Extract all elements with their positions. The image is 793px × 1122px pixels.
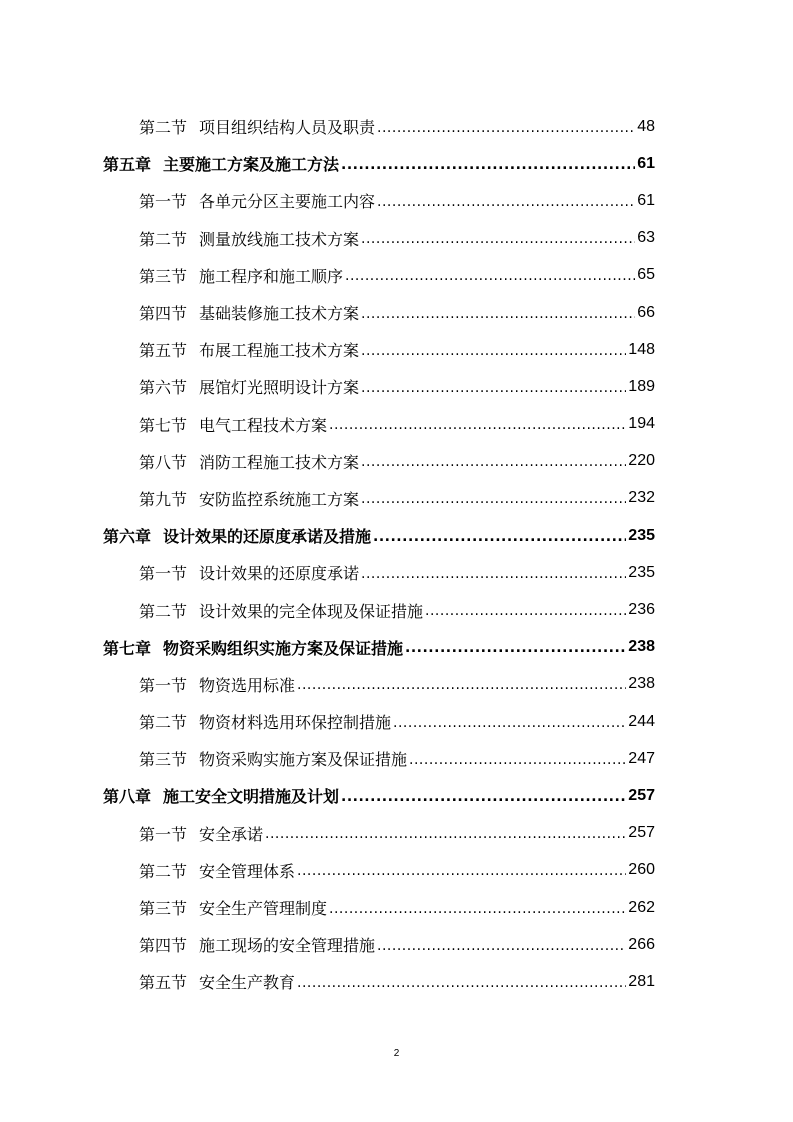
toc-entry-number: 第一节 <box>139 564 188 584</box>
dot-leader <box>377 118 635 136</box>
dot-leader <box>297 973 626 991</box>
toc-chapter-row <box>0 145 793 182</box>
toc-chapter-row <box>0 777 793 814</box>
dot-leader <box>377 192 635 210</box>
table-of-contents <box>0 108 793 1001</box>
dot-leader <box>393 713 626 731</box>
toc-section-row <box>0 331 793 368</box>
dot-leader <box>361 452 626 470</box>
dot-leader <box>341 787 626 805</box>
toc-entry-page: 257 <box>628 824 655 842</box>
toc-entry-title: 安全管理体系 <box>199 861 296 881</box>
dot-leader <box>297 675 626 693</box>
toc-entry-page: 236 <box>628 601 655 619</box>
dot-leader <box>361 489 626 507</box>
toc-entry-title: 施工现场的安全管理措施 <box>199 936 376 956</box>
toc-entry-page: 238 <box>628 638 655 656</box>
toc-entry-page: 260 <box>628 861 655 879</box>
toc-entry-title: 物资采购组织实施方案及保证措施 <box>163 638 404 658</box>
toc-chapter-row <box>0 517 793 554</box>
toc-entry-number: 第三节 <box>139 899 188 919</box>
toc-entry-page: 61 <box>637 154 655 172</box>
toc-entry[interactable] <box>139 443 655 480</box>
toc-entry[interactable] <box>103 629 655 666</box>
toc-entry-page: 189 <box>628 377 655 395</box>
toc-section-row <box>0 182 793 219</box>
toc-entry[interactable] <box>139 740 655 777</box>
toc-section-row <box>0 368 793 405</box>
toc-section-row <box>0 220 793 257</box>
toc-entry[interactable] <box>139 108 655 145</box>
toc-section-row <box>0 257 793 294</box>
toc-section-row <box>0 666 793 703</box>
toc-section-row <box>0 294 793 331</box>
toc-entry-page: 48 <box>637 117 655 135</box>
toc-section-row <box>0 815 793 852</box>
toc-entry-title: 设计效果的完全体现及保证措施 <box>199 601 424 621</box>
dot-leader <box>341 155 635 173</box>
toc-entry-title: 电气工程技术方案 <box>199 415 328 435</box>
toc-entry-title: 物资材料选用环保控制措施 <box>199 713 392 733</box>
dot-leader <box>409 750 626 768</box>
toc-entry[interactable] <box>139 963 655 1000</box>
toc-entry-number: 第四节 <box>139 304 188 324</box>
toc-entry-title: 主要施工方案及施工方法 <box>163 155 340 175</box>
toc-entry[interactable] <box>139 703 655 740</box>
toc-entry-number: 第一节 <box>139 824 188 844</box>
toc-entry-page: 247 <box>628 749 655 767</box>
toc-entry-number: 第三节 <box>139 750 188 770</box>
toc-entry-number: 第四节 <box>139 936 188 956</box>
toc-section-row <box>0 963 793 1000</box>
toc-section-row <box>0 480 793 517</box>
toc-chapter-row <box>0 629 793 666</box>
toc-entry-page: 66 <box>637 303 655 321</box>
toc-entry-page: 266 <box>628 935 655 953</box>
toc-entry-page: 238 <box>628 675 655 693</box>
dot-leader <box>297 861 626 879</box>
toc-entry-title: 项目组织结构人员及职责 <box>199 118 376 138</box>
dot-leader <box>377 936 626 954</box>
dot-leader <box>329 415 626 433</box>
toc-section-row <box>0 852 793 889</box>
toc-entry[interactable] <box>139 368 655 405</box>
toc-entry-page: 194 <box>628 415 655 433</box>
toc-entry[interactable] <box>139 815 655 852</box>
toc-entry-number: 第九节 <box>139 489 188 509</box>
toc-entry-title: 测量放线施工技术方案 <box>199 229 360 249</box>
toc-entry-number: 第七章 <box>103 638 152 658</box>
toc-entry-page: 63 <box>637 229 655 247</box>
toc-entry-title: 布展工程施工技术方案 <box>199 341 360 361</box>
toc-entry-title: 设计效果的还原度承诺及措施 <box>163 527 372 547</box>
toc-entry-page: 257 <box>628 786 655 804</box>
toc-entry-number: 第六节 <box>139 378 188 398</box>
toc-section-row <box>0 889 793 926</box>
toc-entry-title: 安全生产管理制度 <box>199 899 328 919</box>
toc-entry-page: 61 <box>637 191 655 209</box>
toc-entry[interactable] <box>139 257 655 294</box>
toc-entry-page: 235 <box>628 526 655 544</box>
toc-entry-title: 安全承诺 <box>199 824 264 844</box>
toc-section-row <box>0 554 793 591</box>
toc-entry[interactable] <box>139 331 655 368</box>
toc-entry[interactable] <box>139 926 655 963</box>
toc-entry-page: 235 <box>628 563 655 581</box>
toc-entry[interactable] <box>139 480 655 517</box>
toc-entry-title: 安防监控系统施工方案 <box>199 489 360 509</box>
toc-entry-number: 第五节 <box>139 341 188 361</box>
toc-entry-number: 第六章 <box>103 527 152 547</box>
toc-entry[interactable] <box>139 294 655 331</box>
toc-entry-page: 281 <box>628 972 655 990</box>
toc-entry-number: 第二节 <box>139 118 188 138</box>
dot-leader <box>361 341 626 359</box>
toc-entry-title: 物资选用标准 <box>199 675 296 695</box>
toc-entry[interactable] <box>103 145 655 182</box>
dot-leader <box>361 564 626 582</box>
toc-entry[interactable] <box>103 517 655 554</box>
toc-entry-number: 第八章 <box>103 787 152 807</box>
toc-entry[interactable] <box>139 666 655 703</box>
toc-entry-title: 物资采购实施方案及保证措施 <box>199 750 408 770</box>
toc-entry[interactable] <box>139 852 655 889</box>
toc-entry-number: 第八节 <box>139 452 188 472</box>
toc-entry-number: 第五章 <box>103 155 152 175</box>
toc-section-row <box>0 591 793 628</box>
dot-leader <box>405 638 626 656</box>
toc-entry-number: 第二节 <box>139 229 188 249</box>
dot-leader <box>329 899 626 917</box>
toc-entry-page: 244 <box>628 712 655 730</box>
dot-leader <box>265 824 626 842</box>
dot-leader <box>361 378 626 396</box>
toc-entry-number: 第三节 <box>139 266 188 286</box>
toc-entry-number: 第二节 <box>139 601 188 621</box>
toc-section-row <box>0 926 793 963</box>
toc-entry-page: 232 <box>628 489 655 507</box>
page-number: 2 <box>393 1048 400 1059</box>
toc-entry-title: 施工安全文明措施及计划 <box>163 787 340 807</box>
dot-leader <box>345 266 635 284</box>
toc-entry[interactable] <box>139 591 655 628</box>
toc-section-row <box>0 443 793 480</box>
toc-entry[interactable] <box>139 220 655 257</box>
toc-entry[interactable] <box>139 182 655 219</box>
toc-entry-page: 65 <box>637 266 655 284</box>
dot-leader <box>361 229 635 247</box>
dot-leader <box>425 601 626 619</box>
toc-entry-page: 220 <box>628 452 655 470</box>
toc-entry[interactable] <box>139 554 655 591</box>
toc-section-row <box>0 406 793 443</box>
toc-entry-title: 基础装修施工技术方案 <box>199 304 360 324</box>
toc-entry-title: 消防工程施工技术方案 <box>199 452 360 472</box>
toc-entry[interactable] <box>139 406 655 443</box>
toc-entry-title: 施工程序和施工顺序 <box>199 266 344 286</box>
toc-entry[interactable] <box>139 889 655 926</box>
dot-leader <box>373 527 626 545</box>
toc-entry-number: 第一节 <box>139 675 188 695</box>
toc-section-row <box>0 740 793 777</box>
toc-entry-number: 第七节 <box>139 415 188 435</box>
toc-entry-number: 第五节 <box>139 973 188 993</box>
toc-entry-page: 262 <box>628 898 655 916</box>
dot-leader <box>361 304 635 322</box>
toc-entry[interactable] <box>103 777 655 814</box>
toc-section-row <box>0 703 793 740</box>
toc-entry-title: 展馆灯光照明设计方案 <box>199 378 360 398</box>
toc-entry-title: 安全生产教育 <box>199 973 296 993</box>
toc-entry-page: 148 <box>628 340 655 358</box>
toc-entry-number: 第二节 <box>139 713 188 733</box>
toc-section-row <box>0 108 793 145</box>
toc-entry-number: 第一节 <box>139 192 188 212</box>
toc-entry-title: 设计效果的还原度承诺 <box>199 564 360 584</box>
toc-entry-title: 各单元分区主要施工内容 <box>199 192 376 212</box>
toc-entry-number: 第二节 <box>139 861 188 881</box>
